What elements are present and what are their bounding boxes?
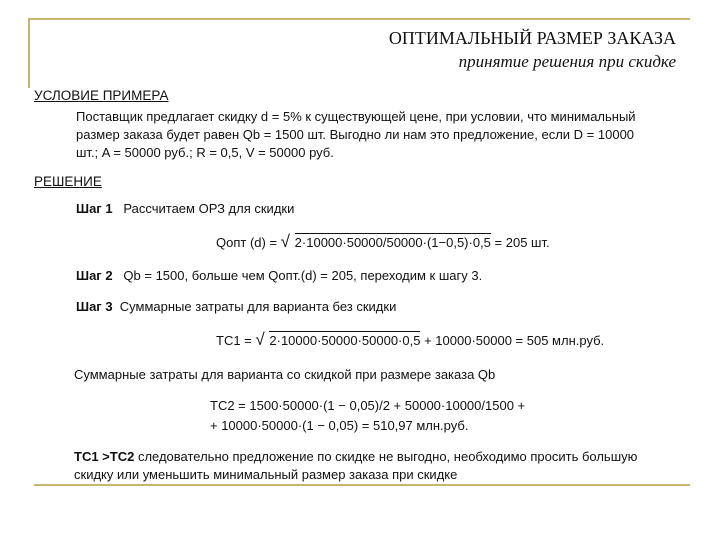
frame-top-line [28,18,690,20]
condition-line-2: размер заказа будет равен Qb = 1500 шт. Выгодно ли нам это предложение, если D = 10000 [76,127,635,142]
formula-tc2-line-2: + 10000·50000·(1 − 0,05) = 510,97 млн.руб. [210,418,469,433]
formula-qopt-radicand: 2·10000·50000/50000·(1−0,5)·0,5 [294,235,491,250]
sqrt-symbol [281,235,491,250]
step-1-label: Шаг 1 [76,201,113,216]
slide-title: ОПТИМАЛЬНЫЙ РАЗМЕР ЗАКАЗА [388,28,676,48]
formula-tc1-radicand: 2·10000·50000·50000·0,5 [269,333,421,348]
frame-left-line [28,18,30,88]
step-3-text: Суммарные затраты для варианта без скидки [119,299,397,314]
step-2-text: Qb = 1500, больше чем Qопт.(d) = 205, переходим к шагу 3. [123,268,483,283]
formula-tc1-lhs: TC1 = [216,333,252,348]
tc2-intro: Суммарные затраты для варианта со скидкой при размере заказа Qb [74,367,496,382]
step-2-label: Шаг 2 [76,268,113,283]
frame-bottom-line [34,484,690,486]
step-3 [76,299,396,314]
step-1 [76,201,294,216]
conclusion-line-2: скидку или уменьшить минимальный размер заказа при скидке [74,467,458,482]
condition-line-1: Поставщик предлагает скидку d = 5% к существующей цене, при условии, что минимальный [76,109,636,124]
sqrt-symbol [255,333,420,348]
condition-line-3: шт.; A = 50000 руб.; R = 0,5, V = 50000 руб. [76,145,334,160]
condition-text [76,108,686,162]
formula-qopt-lhs: Qопт (d) = [216,235,278,250]
formula-qopt [216,235,550,250]
formula-tc1-rhs: + 10000·50000 = 505 млн.руб. [424,333,605,348]
conclusion [74,448,694,484]
formula-qopt-rhs: = 205 шт. [494,235,550,250]
formula-tc1 [216,333,604,348]
slide-subtitle: принятие решения при скидке [458,52,676,71]
conclusion-line-1-text: следовательно предложение по скидке не выгодно, необходимо просить большую [134,449,638,464]
step-3-label: Шаг 3 [76,299,113,314]
formula-tc2-line-1: TC2 = 1500·50000·(1 − 0,05)/2 + 50000·10000/1500 + [210,398,526,413]
step-2 [76,268,482,283]
condition-heading: УСЛОВИЕ ПРИМЕРА [34,88,169,103]
step-1-text: Рассчитаем ОРЗ для скидки [123,201,295,216]
solution-heading: РЕШЕНИЕ [34,174,102,189]
conclusion-comparison: TC1 >TC2 [74,449,135,464]
conclusion-line-1 [74,448,694,466]
